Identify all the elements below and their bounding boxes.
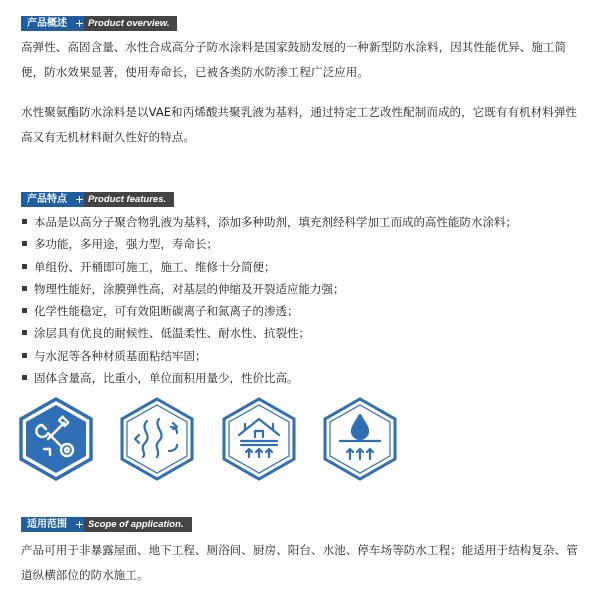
list-item bbox=[21, 322, 586, 344]
features-title-cn: 产品特点 bbox=[21, 192, 74, 207]
bullet-icon bbox=[22, 286, 27, 291]
list-item bbox=[21, 278, 586, 300]
feature-text: 本品是以高分子聚合物乳液为基料，添加多种助剂，填充剂经科学加工而成的高性能防水涂料； bbox=[34, 215, 517, 229]
overview-paragraph-2: 水性聚氨酯防水涂料是以VAE和丙烯酸共聚乳液为基料，通过特定工艺改性配制而成的，它既有有机材料弹性高又有无机材料耐久性好的特点。 bbox=[21, 105, 578, 144]
plus-icon bbox=[74, 16, 84, 31]
application-text: 产品可用于非暴露屋面、地下工程、厕浴间、厨房、阳台、水池、停车场等防水工程；能适用于结构复杂、管道纵横部位的防水施工。 bbox=[21, 543, 578, 582]
plus-icon bbox=[74, 517, 84, 532]
list-item bbox=[21, 345, 586, 367]
water-drop-icon bbox=[322, 397, 398, 481]
list-item bbox=[21, 211, 586, 233]
feature-text: 化学性能稳定，可有效阻断碳离子和氮离子的渗透； bbox=[34, 304, 299, 319]
bullet-icon bbox=[22, 353, 27, 358]
overview-paragraph-1: 高弹性、高固含量、水性合成高分子防水涂料是国家鼓励发展的一种新型防水涂料，因其性能优异、施工简便，防水效果显著，使用寿命长，已被各类防水防渗工程广泛应用。 bbox=[21, 40, 567, 79]
feature-text: 物理性能好，涂膜弹性高，对基层的伸缩及开裂适应能力强； bbox=[34, 281, 345, 296]
feature-text: 与水泥等各种材质基面粘结牢固； bbox=[34, 348, 207, 363]
list-item bbox=[21, 367, 586, 389]
bullet-icon bbox=[22, 241, 27, 246]
bullet-icon bbox=[22, 308, 27, 313]
features-list bbox=[21, 211, 586, 389]
bullet-icon bbox=[22, 330, 27, 335]
tools-icon bbox=[18, 397, 94, 481]
feature-text: 固体含量高，比重小，单位面积用量少，性价比高。 bbox=[34, 371, 299, 386]
application-title-cn: 适用范围 bbox=[21, 517, 74, 532]
bullet-icon bbox=[22, 375, 27, 380]
feature-text: 涂层具有优良的耐候性、低温柔性、耐水性、抗裂性； bbox=[34, 326, 310, 341]
plus-icon bbox=[74, 192, 84, 207]
bullet-icon bbox=[22, 264, 27, 269]
overview-title-en: Product overview. bbox=[84, 16, 177, 31]
house-waterproof-icon bbox=[221, 397, 297, 481]
list-item bbox=[21, 300, 586, 322]
flexibility-icon bbox=[119, 397, 195, 481]
feature-text: 单组份、开桶即可施工，施工、维修十分简便； bbox=[34, 259, 276, 274]
overview-header bbox=[21, 16, 177, 31]
application-header bbox=[21, 517, 192, 532]
features-title-en: Product features. bbox=[84, 192, 174, 207]
list-item bbox=[21, 256, 586, 278]
overview-title-cn: 产品概述 bbox=[21, 16, 74, 31]
application-title-en: Scope of application. bbox=[84, 517, 192, 532]
list-item bbox=[21, 233, 586, 255]
feature-text: 多功能，多用途，强力型，寿命长； bbox=[34, 237, 218, 252]
bullet-icon bbox=[22, 219, 27, 224]
features-header bbox=[21, 192, 174, 207]
